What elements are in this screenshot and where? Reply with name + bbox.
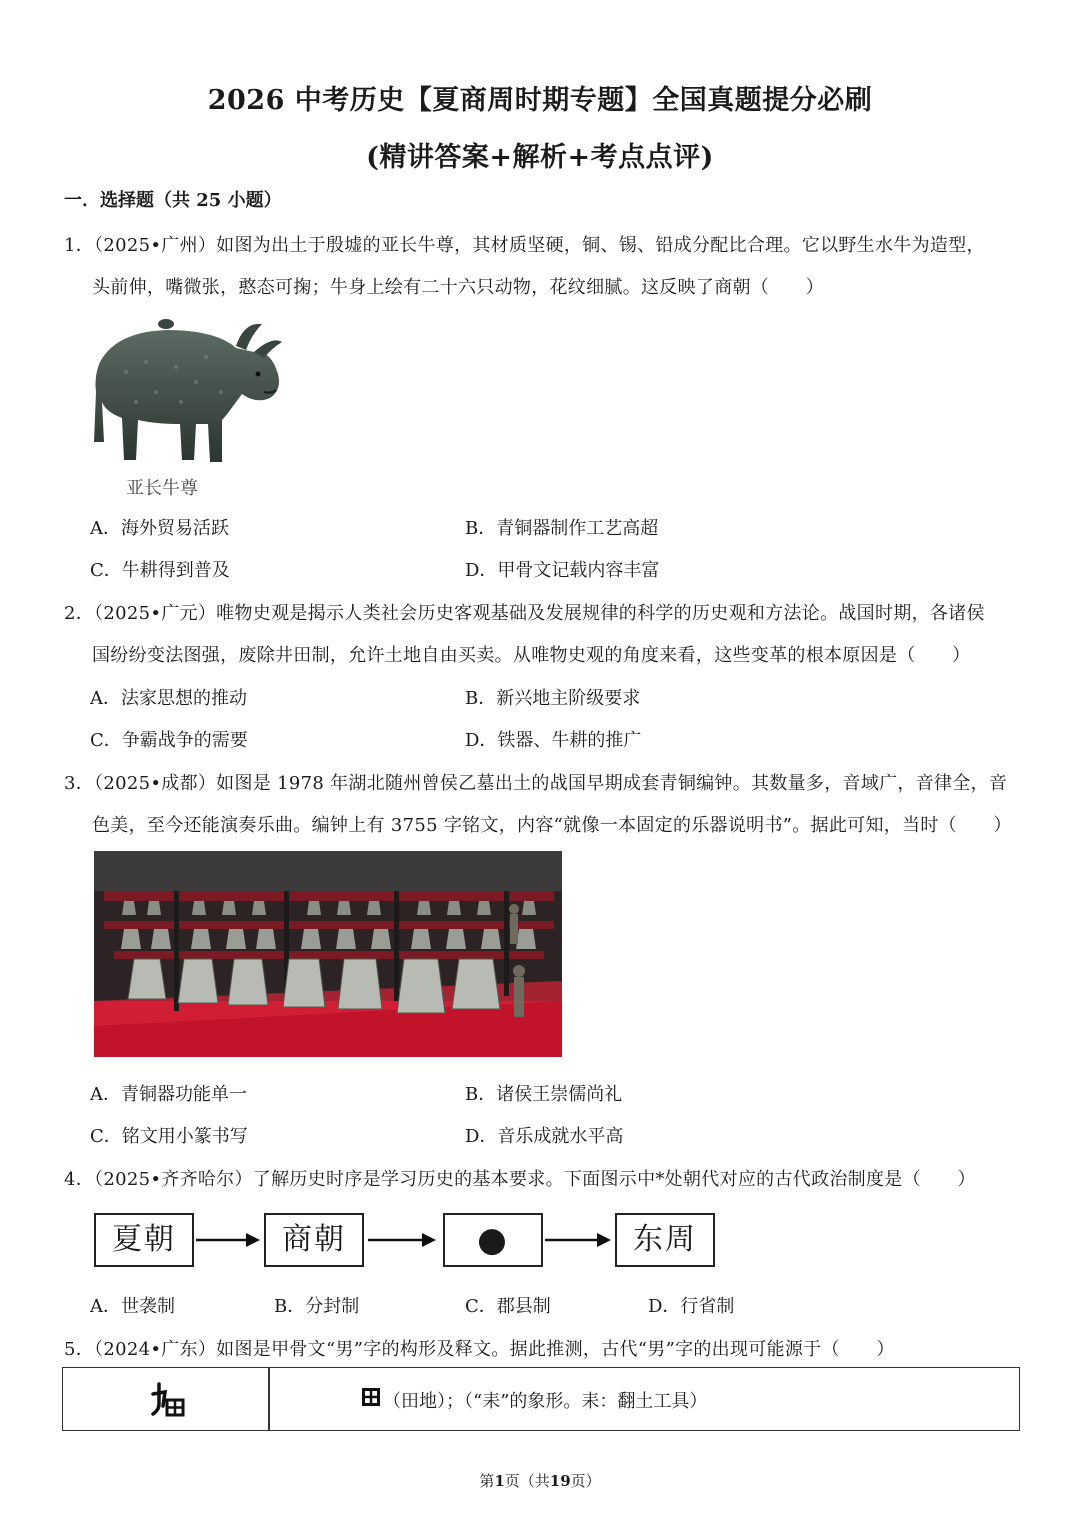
- timeline-box-xia: 夏朝: [94, 1213, 194, 1267]
- q3-option-a: A．青铜器功能单一: [90, 1084, 247, 1105]
- question-1-line-2: 头前伸，嘴微张，憨态可掬；牛身上绘有二十六只动物，花纹细腻。这反映了商朝（ ）: [92, 277, 824, 298]
- image-caption: 亚长牛尊: [126, 478, 198, 499]
- q4-option-c: C．郡县制: [465, 1296, 551, 1317]
- timeline-box-unknown: ●: [443, 1213, 543, 1267]
- table-explanation-text: （田地）；（“耒”的象形。耒：翻土工具）: [383, 1391, 708, 1412]
- oracle-bone-table: [62, 1367, 1020, 1431]
- timeline-box-dongzhou: 东周: [615, 1213, 715, 1267]
- section-heading: 一．选择题（共 25 小题）: [64, 190, 282, 211]
- question-5-line-1: 5．（2024•广东）如图是甲骨文“男”字的构形及释文。据此推测，古代“男”字的出现可能源于（ ）: [64, 1339, 895, 1360]
- question-2-line-2: 国纷纷变法图强，废除井田制，允许土地自由买卖。从唯物史观的角度来看，这些变革的根本原因是（ ）: [92, 645, 971, 666]
- q1-option-b: B．青铜器制作工艺高超: [465, 518, 659, 539]
- footer-mid: 页（共: [504, 1472, 550, 1490]
- q4-option-a: A．世袭制: [90, 1296, 175, 1317]
- q4-option-b: B．分封制: [274, 1296, 360, 1317]
- page-footer: [0, 1470, 1080, 1491]
- q3-option-b: B．诸侯王崇儒尚礼: [465, 1084, 623, 1105]
- question-3-line-1: 3．（2025•成都）如图是 1978 年湖北随州曾侯乙墓出土的战国早期成套青铜编钟。其数量多，音域广，音律全，音: [64, 773, 1008, 794]
- footer-page-number: 1: [494, 1472, 505, 1490]
- footer-total-pages: 19: [549, 1472, 571, 1490]
- timeline-box-shang: 商朝: [264, 1213, 364, 1267]
- q2-option-a: A．法家思想的推动: [90, 688, 247, 709]
- q3-option-d: D．音乐成就水平高: [465, 1126, 624, 1147]
- question-3-line-2: 色美，至今还能演奏乐曲。编钟上有 3755 字铭文，内容“就像一本固定的乐器说明书”。据此可知，当时（ ）: [92, 815, 1012, 836]
- document-title-line1: 2026 中考历史【夏商周时期专题】全国真题提分必刷: [207, 85, 873, 116]
- timeline-arrow-1: [196, 1230, 262, 1250]
- q1-option-a: A．海外贸易活跃: [90, 518, 229, 539]
- timeline-arrow-2: [368, 1230, 438, 1250]
- table-divider: [268, 1368, 270, 1430]
- footer-suffix: 页）: [570, 1472, 601, 1490]
- q2-option-c: C．争霸战争的需要: [90, 730, 248, 751]
- q2-option-b: B．新兴地主阶级要求: [465, 688, 641, 709]
- footer-prefix: 第: [479, 1472, 495, 1490]
- question-4-line-1: 4．（2025•齐齐哈尔）了解历史时序是学习历史的基本要求。下面图示中*处朝代对应的古代政治制度是（ ）: [64, 1169, 976, 1190]
- question-2-line-1: 2．（2025•广元）唯物史观是揭示人类社会历史客观基础及发展规律的科学的历史观和方法论。战国时期，各诸侯: [64, 603, 985, 624]
- bronze-ox-zun-image: [86, 312, 286, 502]
- bronze-bells-image: [94, 851, 562, 1057]
- q4-option-d: D．行省制: [648, 1296, 735, 1317]
- q2-option-d: D．铁器、牛耕的推广: [465, 730, 642, 751]
- q3-option-c: C．铭文用小篆书写: [90, 1126, 248, 1147]
- question-1-line-1: 1．（2025•广州）如图为出土于殷墟的亚长牛尊，其材质坚硬，铜、锡、铅成分配比合理。它以野生水牛为造型，: [64, 235, 985, 256]
- q1-option-c: C．牛耕得到普及: [90, 560, 230, 581]
- oracle-bone-tian-glyph: [362, 1388, 380, 1406]
- oracle-bone-nan-glyph: [151, 1382, 187, 1418]
- document-title-line2: (精讲答案+解析+考点点评): [366, 142, 714, 173]
- q1-option-d: D．甲骨文记载内容丰富: [465, 560, 660, 581]
- timeline-arrow-3: [545, 1230, 613, 1250]
